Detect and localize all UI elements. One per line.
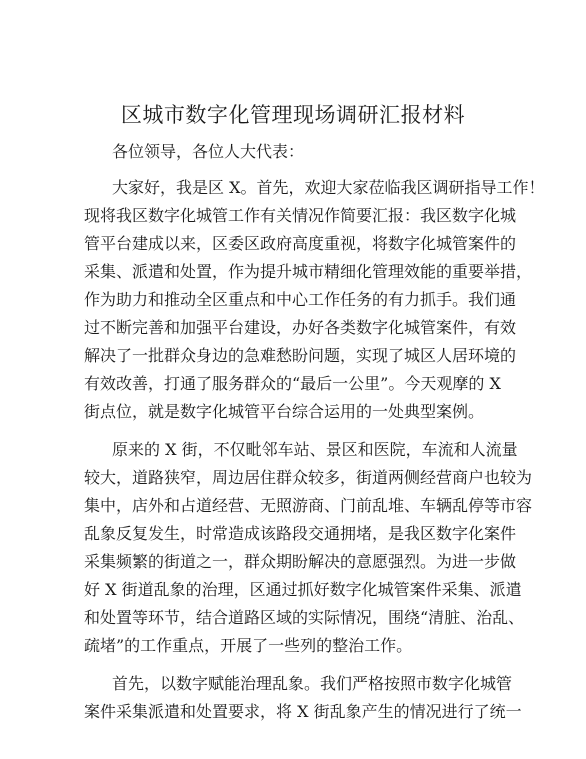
paragraph-1-line-9: 街点位，就是数字化城管平台综合运用的一处典型案例。 <box>84 402 485 421</box>
salutation: 各位领导，各位人大代表： <box>112 142 305 161</box>
paragraph-2-line-1: 原来的 X 街，不仅毗邻车站、景区和医院，车流和人流量 <box>112 440 518 459</box>
paragraph-1-line-6: 过不断完善和加强平台建设，办好各类数字化城管案件，有效 <box>84 318 517 337</box>
paragraph-2-line-7: 和处置等环节，结合道路区域的实际情况，围绕“清脏、治乱、 <box>84 608 525 627</box>
paragraph-3-line-1: 首先，以数字赋能治理乱象。我们严格按照市数字化城管 <box>112 674 513 693</box>
paragraph-2-line-3: 集中，店外和占道经营、无照游商、门前乱堆、车辆乱停等市容 <box>84 496 533 515</box>
paragraph-2-line-8: 疏堵”的工作重点，开展了一些列的整治工作。 <box>84 636 413 655</box>
paragraph-1-line-7: 解决了一批群众身边的急难愁盼问题，实现了城区人居环境的 <box>84 346 517 365</box>
paragraph-1-line-2: 现将我区数字化城管工作有关情况作简要汇报：我区数字化城 <box>84 206 517 225</box>
paragraph-2-line-5: 采集频繁的街道之一，群众期盼解决的意愿强烈。为进一步做 <box>84 552 517 571</box>
paragraph-2-line-4: 乱象反复发生，时常造成该路段交通拥堵，是我区数字化案件 <box>84 524 517 543</box>
paragraph-1-line-8: 有效改善，打通了服务群众的“最后一公里”。今天观摩的 X <box>84 374 501 393</box>
paragraph-3-line-2: 案件采集派遣和处置要求，将 X 街乱象产生的情况进行了统一 <box>84 702 522 721</box>
paragraph-1-line-3: 管平台建成以来，区委区政府高度重视，将数字化城管案件的 <box>84 234 517 253</box>
document-title: 区城市数字化管理现场调研汇报材料 <box>120 102 466 127</box>
paragraph-1-line-5: 作为助力和推动全区重点和中心工作任务的有力抓手。我们通 <box>84 290 517 309</box>
paragraph-1-line-4: 采集、派遣和处置，作为提升城市精细化管理效能的重要举措， <box>84 262 533 281</box>
paragraph-1-line-1: 大家好，我是区 X。首先，欢迎大家莅临我区调研指导工作！ <box>112 178 545 197</box>
paragraph-2-line-2: 较大，道路狭窄，周边居住群众较多，街道两侧经营商户也较为 <box>84 468 533 487</box>
paragraph-2-line-6: 好 X 街道乱象的治理，区通过抓好数字化城管案件采集、派遣 <box>84 580 522 599</box>
